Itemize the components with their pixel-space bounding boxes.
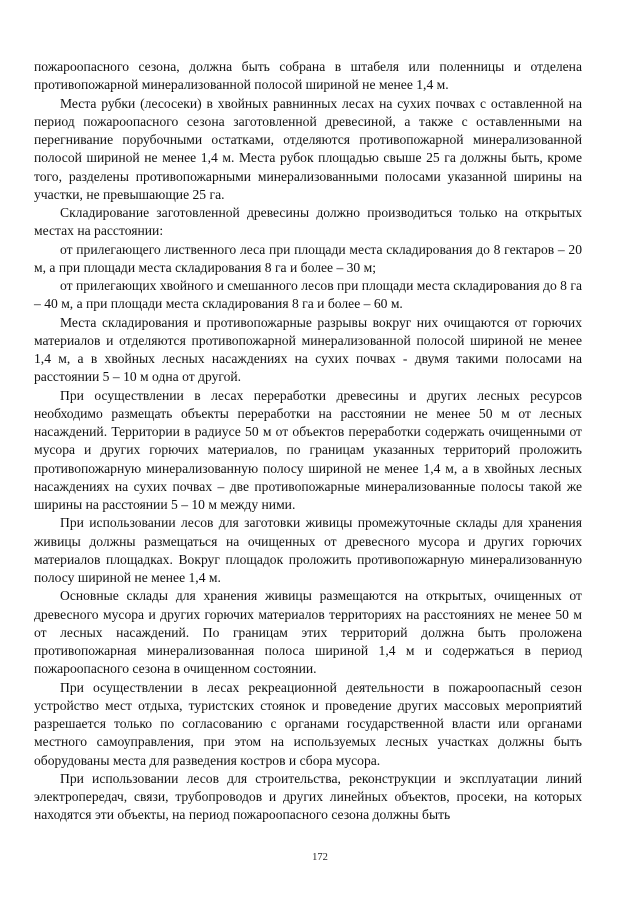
paragraph-10: При осуществлении в лесах рекреационной деятельности в пожароопасный сезон устройство мест отдыха, туристских стоянок и проведение других массовых мероприятий разрешается только по согласованию с органами государственной власти или органами местного самоуправления, при этом на используемых лесных участках должны быть оборудованы места для разведения костров и сбора мусора. [34,679,582,768]
paragraph-1: пожароопасного сезона, должна быть собрана в штабеля или поленницы и отделена противопожарной минерализованной полосой шириной не менее 1,4 м. [34,59,582,93]
paragraph-4: от прилегающего лиственного леса при площади места складирования до 8 гектаров – 20 м, а при площади места складирования 8 га и более – 30 м; [34,241,582,275]
paragraph-3: Складирование заготовленной древесины должно производиться только на открытых местах на расстоянии: [34,205,582,239]
paragraph-7: При осуществлении в лесах переработки древесины и других лесных ресурсов необходимо размещать объекты переработки на расстоянии не менее 50 м от лесных насаждений. Территории в радиусе 50 м от объектов переработки содержать очищенными от мусора и других горючих материалов, по границам указанных территорий проложить противопожарную минерализованную полосу шириной не менее 1,4 м, а в хвойных лесных насаждениях на сухих почвах – две противопожарные минерализованные полосы такой же ширины на расстоянии 5 – 10 м между ними. [34,387,582,512]
paragraph-2: Места рубки (лесосеки) в хвойных равнинных лесах на сухих почвах с оставленной на период пожароопасного сезона заготовленной древесиной, а также с оставленными на перегнивание порубочными остатками, отделяются противопожарной минерализованной полосой шириной не менее 1,4 м. Места рубок площадью свыше 25 га должны быть, кроме того, разделены противопожарными минерализованными полосами указанной ширины на участки, не превышающие 25 га. [34,95,582,202]
paragraph-8: При использовании лесов для заготовки живицы промежуточные склады для хранения живицы должны размещаться на очищенных от древесного мусора и других горючих материалов площадках. Вокруг площадок проложить противопожарную минерализованную полосу шириной не менее 1,4 м. [34,515,582,585]
paragraph-9: Основные склады для хранения живицы размещаются на открытых, очищенных от древесного мусора и других горючих материалов территориях на расстояниях не менее 50 м от лесных насаждений. По границам этих территорий должна быть проложена противопожарная минерализованная полоса шириной 1,4 м и содержаться в период пожароопасного сезона в очищенном состоянии. [34,588,582,677]
paragraph-5: от прилегающих хвойного и смешанного лесов при площади места складирования до 8 га – 40 м, а при площади места складирования 8 га и более – 60 м. [34,278,582,312]
paragraph-11: При использовании лесов для строительства, реконструкции и эксплуатации линий электропередач, связи, трубопроводов и других линейных объектов, просеки, на которых находятся эти объекты, на период пожароопасного сезона должны быть [34,770,582,823]
page-number: 172 [312,852,328,863]
paragraph-6: Места складирования и противопожарные разрывы вокруг них очищаются от горючих материалов и отделяются противопожарной минерализованной полосой шириной не менее 1,4 м, а в хвойных лесных насаждениях на сухих почвах - двумя такими полосами на расстоянии 5 – 10 м одна от другой. [34,314,582,385]
